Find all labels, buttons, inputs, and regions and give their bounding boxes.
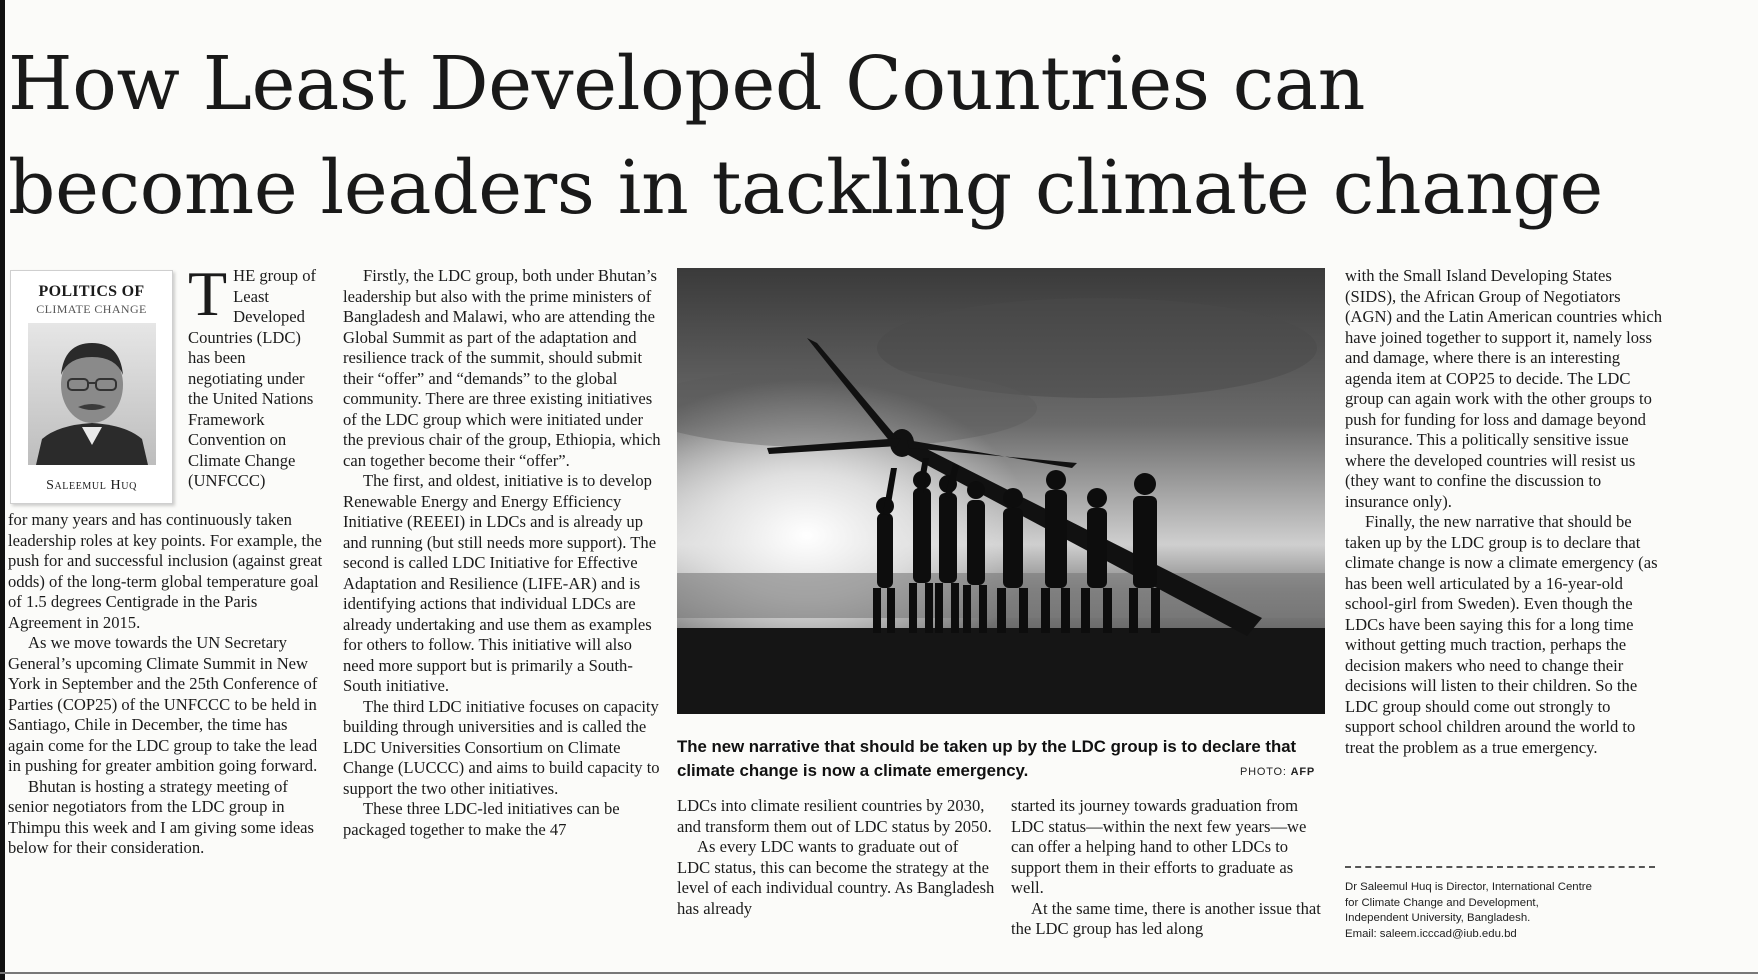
caption-line-1: The new narrative that should be taken up by the LDC group is to declare that xyxy=(677,737,1297,756)
bio-line: for Climate Change and Development, xyxy=(1345,896,1539,909)
column-5 xyxy=(1345,266,1663,758)
paragraph: started its journey towards graduation from LDC status—within the next few years—we can offer a helping hand to other LDCs to support them in their efforts to graduate as well. xyxy=(1011,796,1307,897)
author-photo xyxy=(28,323,156,465)
column-4 xyxy=(1011,796,1329,940)
paragraph: As every LDC wants to graduate out of LDC status, this can become the strategy at the level of each individual country. As Bangladesh has already xyxy=(677,837,995,918)
paragraph: with the Small Island Developing States (SIDS), the African Group of Negotiators (AGN) and the Latin American countries which have joined together to support it, namely loss and damage, where there is an interesting agenda item at COP25 to decide. The LDC group can again work with the other groups to push for funding for loss and damage beyond insurance. This a politically sensitive issue where the developed countries will resist us (they want to confine the discussion to insurance only). xyxy=(1345,266,1663,511)
paragraph: As we move towards the UN Secretary General’s upcoming Climate Summit in New York in September and the 25th Conference of Parties (COP25) of the UNFCCC to be held in Santiago, Chile in December, the time has again come for the LDC group to take the lead in pushing for greater ambition going forward. xyxy=(8,633,318,775)
paragraph: for many years and has continuously taken leadership roles at key points. For example, the push for and successful inclusion (against great odds) of the long-term global temperature goal of 1.5 degrees Centigrade in the Paris Agreement in 2015. xyxy=(8,510,323,632)
opening-text: HE group of Least Developed Countries (LDC) has been negotiating under the United Nations Framework Convention on Climate Change (UNFCCC) xyxy=(188,266,317,490)
drop-cap: T xyxy=(188,258,228,329)
dashed-divider xyxy=(1345,866,1655,868)
headline-line-1: How Least Developed Countries can xyxy=(8,41,1366,127)
bio-line: Independent University, Bangladesh. xyxy=(1345,912,1531,924)
column-series-title: POLITICS OF xyxy=(38,283,145,300)
column-1-opening xyxy=(188,258,322,492)
bottom-rule xyxy=(0,972,1758,974)
author-box xyxy=(10,270,173,504)
photo-caption xyxy=(677,735,1327,783)
paragraph: LDCs into climate resilient countries by 2030, and transform them out of LDC status by 2050. xyxy=(677,796,992,836)
headline xyxy=(8,32,1603,240)
column-3 xyxy=(677,796,995,919)
paragraph: Bhutan is hosting a strategy meeting of senior negotiators from the LDC group in Thimpu this week and I am giving some ideas below for their consideration. xyxy=(8,776,315,857)
author-name: Saleemul Huq xyxy=(46,478,137,493)
bio-email: Email: saleem.icccad@iub.edu.bd xyxy=(1345,927,1517,940)
author-bio xyxy=(1345,880,1665,942)
photo-credit-source: AFP xyxy=(1290,766,1316,778)
photo-credit-label: PHOTO: xyxy=(1240,766,1287,778)
bio-line: Dr Saleemul Huq is Director, International Centre xyxy=(1345,881,1592,893)
caption-line-2: climate change is now a climate emergency. xyxy=(677,761,1029,780)
headline-line-2: become leaders in tackling climate change xyxy=(8,145,1603,231)
column-2 xyxy=(343,266,665,840)
column-1 xyxy=(8,510,326,859)
paragraph: The first, and oldest, initiative is to develop Renewable Energy and Energy Efficiency Initiative (REEEI) in LDCs and is already up and running (but still needs more support). The second is called LDC Initiative for Effective Adaptation and Resilience (LIFE-AR) and is identifying actions that individual LDCs are already undertaking and use them as examples for others to follow. This initiative will also need more support but is primarily a South-South initiative. xyxy=(343,471,657,695)
paragraph: Firstly, the LDC group, both under Bhutan’s leadership but also with the prime ministers of Bangladesh and Malawi, who are attending the Global Summit as part of the adaptation and resilience track of the summit, should submit their “offer” and “demands” to the global community. There are three existing initiatives of the LDC group which were initiated under the previous chair of the group, Ethiopia, which can together become their “offer”. xyxy=(343,266,661,470)
photo-credit xyxy=(1240,766,1315,778)
paragraph: At the same time, there is another issue that the LDC group has led along xyxy=(1011,898,1321,938)
wind-turbine-photo xyxy=(677,268,1325,714)
left-edge-rule xyxy=(0,0,5,980)
column-series-subtitle: CLIMATE CHANGE xyxy=(36,302,147,316)
paragraph: These three LDC-led initiatives can be packaged together to make the 47 xyxy=(343,799,620,839)
paragraph: The third LDC initiative focuses on capacity building through universities and is called the LDC Universities Consortium on Climate Change (LUCCC) and aims to build capacity to support the two other initiatives. xyxy=(343,696,660,798)
paragraph: Finally, the new narrative that should be taken up by the LDC group is to declare that climate change is now a climate emergency (as has been well articulated by a 16-year-old school-girl from Sweden). Even though the LDCs have been saying this for a long time without getting much traction, perhaps the decision makers who need to change their decisions will listen to their children. So the LDC group should come out strongly to support school children around the world to treat the problem as a true emergency. xyxy=(1345,512,1658,757)
